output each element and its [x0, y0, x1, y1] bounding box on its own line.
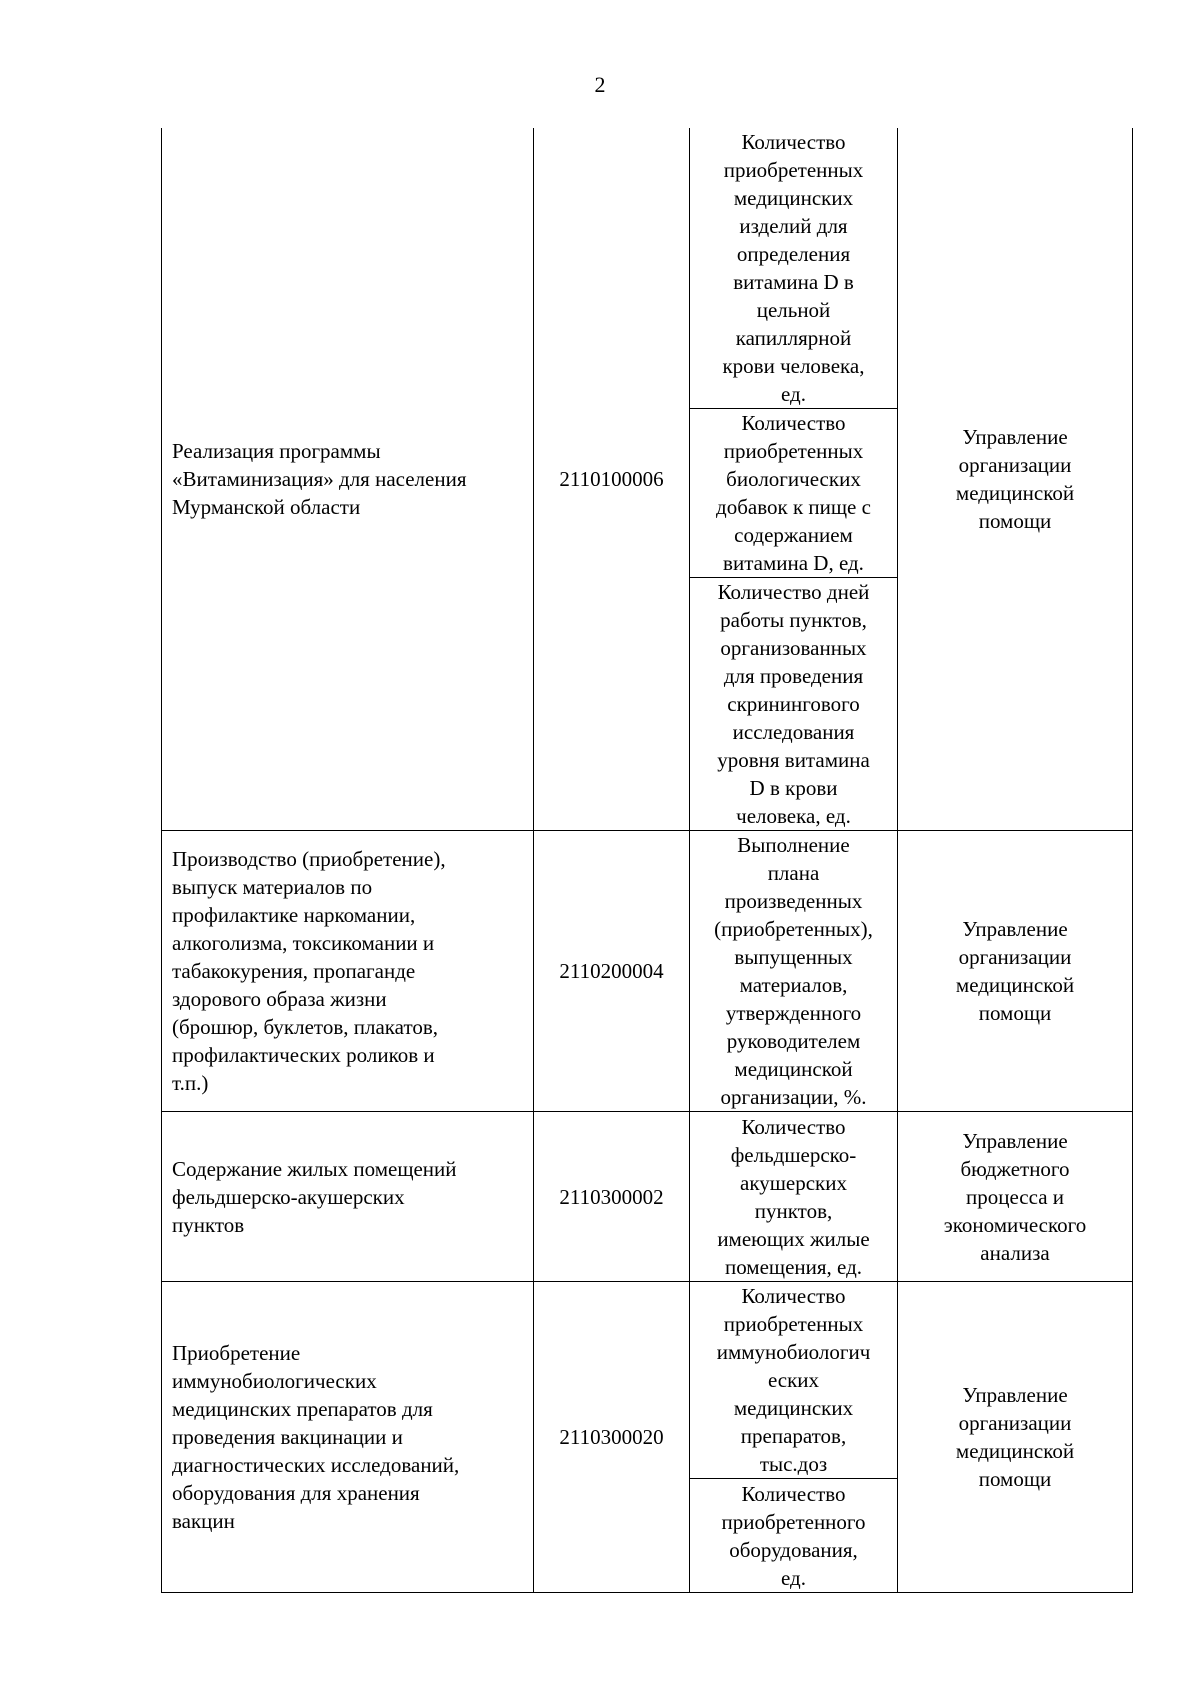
indicator: Количество приобретенных биологических добавок к пище с содержанием витамина D, ед. [690, 409, 898, 578]
page-number: 2 [594, 72, 606, 97]
activity-code: 2110200004 [534, 831, 690, 1112]
table-row [162, 831, 1133, 1112]
program-table [161, 128, 1133, 1593]
activity-name: Реализация программы «Витаминизация» для населения Мурманской области [162, 128, 534, 831]
table-row [162, 1112, 1133, 1282]
responsible-department: Управление организации медицинской помощи [898, 1282, 1133, 1593]
activity-name: Приобретение иммунобиологических медицинских препаратов для проведения вакцинации и диагностических исследований, оборудования для хранения вакцин [162, 1282, 534, 1593]
activity-name: Производство (приобретение), выпуск материалов по профилактике наркомании, алкоголизма, токсикомании и табакокурения, пропаганде здорового образа жизни (брошюр, буклетов, плакатов, профилактических роликов и т.п.) [162, 831, 534, 1112]
indicator: Количество фельдшерско- акушерских пунктов, имеющих жилые помещения, ед. [690, 1112, 898, 1282]
activity-code: 2110100006 [534, 128, 690, 831]
indicator: Количество дней работы пунктов, организованных для проведения скринингового исследования уровня витамина D в крови человека, ед. [690, 578, 898, 831]
responsible-department: Управление организации медицинской помощи [898, 128, 1133, 831]
indicator: Количество приобретенных медицинских изделий для определения витамина D в цельной капиллярной крови человека, ед. [690, 128, 898, 409]
activity-name: Содержание жилых помещений фельдшерско-акушерских пунктов [162, 1112, 534, 1282]
indicator: Количество приобретенного оборудования, ед. [690, 1479, 898, 1593]
responsible-department: Управление бюджетного процесса и экономического анализа [898, 1112, 1133, 1282]
indicator: Количество приобретенных иммунобиологич еских медицинских препаратов, тыс.доз [690, 1282, 898, 1479]
indicator: Выполнение плана произведенных (приобретенных), выпущенных материалов, утвержденного руководителем медицинской организации, %. [690, 831, 898, 1112]
responsible-department: Управление организации медицинской помощи [898, 831, 1133, 1112]
activity-code: 2110300002 [534, 1112, 690, 1282]
table-row [162, 128, 1133, 409]
table-row [162, 1282, 1133, 1479]
activity-code: 2110300020 [534, 1282, 690, 1593]
